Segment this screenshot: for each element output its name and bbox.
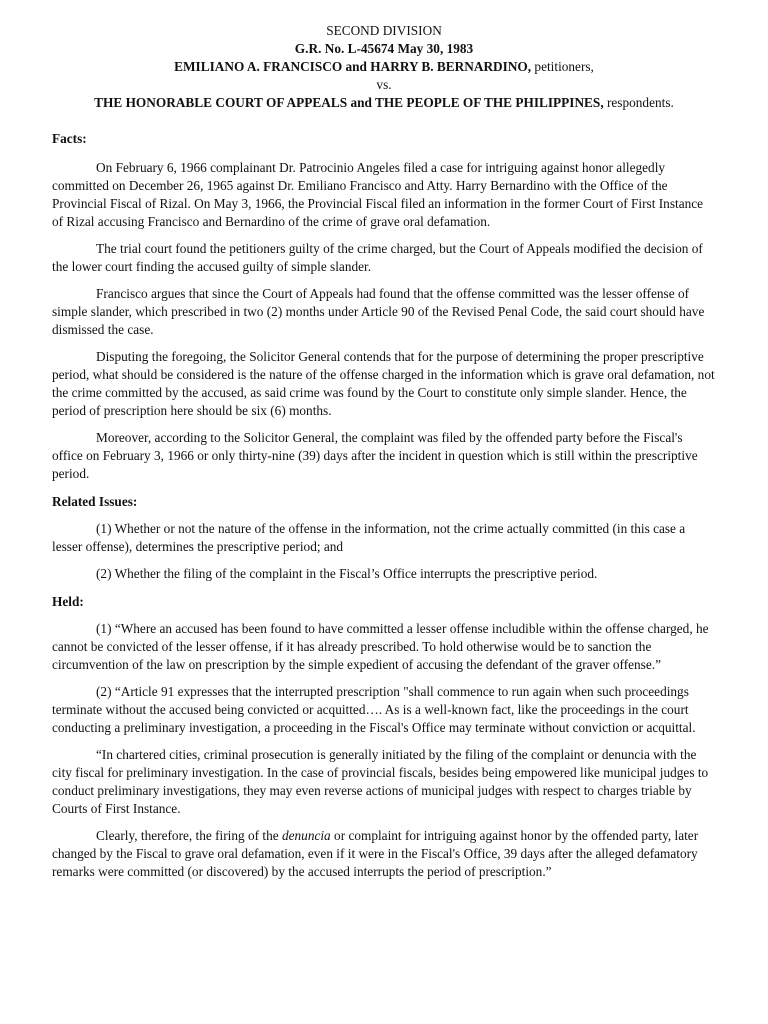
facts-paragraph: The trial court found the petitioners guilty of the crime charged, but the Court of Appeals modified the decision of the lower court finding the accused guilty of simple slander.: [52, 241, 703, 274]
facts-heading: Facts:: [52, 131, 87, 146]
held-paragraph: (2) “Article 91 expresses that the interrupted prescription "shall commence to run again when such proceedings terminate without the accused being convicted or acquitted…. As is a well-known fact, like the proceedings in the court conducting a preliminary investigation, a proceeding in the Fiscal's Office may terminate without conviction or acquittal.: [52, 684, 696, 735]
case-header: [52, 22, 716, 112]
issue-paragraph: (1) Whether or not the nature of the offense in the information, not the crime actually committed (in this case a lesser offense), determines the prescriptive period; and: [52, 521, 686, 554]
versus-label: vs.: [376, 77, 392, 92]
held-paragraph: (1) “Where an accused has been found to have committed a lesser offense includible within the offense charged, he cannot be convicted of the lesser offense, if it has already prescribed. To hold otherwise would be to sanction the circumvention of the law on prescription by the simple expedient of accusing the defendant of the graver offense.”: [52, 621, 709, 672]
facts-paragraph: Moreover, according to the Solicitor General, the complaint was filed by the offended party before the Fiscal's office on February 3, 1966 or only thirty-nine (39) days after the incident in question which is still within the prescriptive period.: [52, 430, 698, 481]
petitioners-line: [52, 58, 716, 76]
issue-paragraph: (2) Whether the filing of the complaint in the Fiscal’s Office interrupts the prescriptive period.: [96, 566, 598, 581]
held-paragraph: “In chartered cities, criminal prosecution is generally initiated by the filing of the complaint or denuncia with the city fiscal for preliminary investigation. In the case of provincial fiscals, besides being empowered like municipal judges to conduct preliminary investigations, they may even reverse actions of municipal judges with respect to charges triable by Courts of First Instance.: [52, 747, 709, 816]
held-heading: Held:: [52, 594, 84, 609]
respondents-role: respondents.: [603, 95, 674, 110]
final-text-end: or complaint for intriguing against honor by the offended party, later changed by the Fiscal to grave oral defamation, even if it were in the Fiscal's Office, 39 days after the alleged defamatory remarks were committed (or discovered) by the accused interrupts the period of prescription.”: [52, 828, 699, 879]
petitioners-names: EMILIANO A. FRANCISCO and HARRY B. BERNARDINO,: [174, 59, 532, 74]
facts-paragraph: Disputing the foregoing, the Solicitor General contends that for the purpose of determining the proper prescriptive period, what should be considered is the nature of the offense charged in the information which is grave oral defamation, not the crime committed by the accused, as said crime was found by the Court to constitute only simple slander. Hence, the period of prescription here should be six (6) months.: [52, 349, 715, 418]
division-label: SECOND DIVISION: [326, 23, 442, 38]
issues-heading: Related Issues:: [52, 494, 138, 509]
denuncia-term: denuncia: [281, 828, 331, 843]
facts-paragraph: On February 6, 1966 complainant Dr. Patrocinio Angeles filed a case for intriguing against honor allegedly committed on December 26, 1965 against Dr. Emiliano Francisco and Atty. Harry Bernardino with the Office of the Provincial Fiscal of Rizal. On May 3, 1966, the Provincial Fiscal filed an information in the former Court of First Instance of Rizal accusing Francisco and Bernardino of the crime of grave oral defamation.: [52, 160, 704, 229]
respondents-line: [52, 94, 716, 112]
final-text-start: Clearly, therefore, the firing of the: [96, 828, 282, 843]
facts-paragraph: Francisco argues that since the Court of Appeals had found that the offense committed was the lesser offense of simple slander, which prescribed in two (2) months under Article 90 of the Revised Penal Code, the said court should have dismissed the case.: [52, 286, 705, 337]
petitioners-role: petitioners,: [531, 59, 594, 74]
held-paragraph-final: [52, 827, 716, 881]
respondents-names: THE HONORABLE COURT OF APPEALS and THE PEOPLE OF THE PHILIPPINES,: [94, 95, 604, 110]
case-number: G.R. No. L-45674 May 30, 1983: [294, 41, 474, 56]
